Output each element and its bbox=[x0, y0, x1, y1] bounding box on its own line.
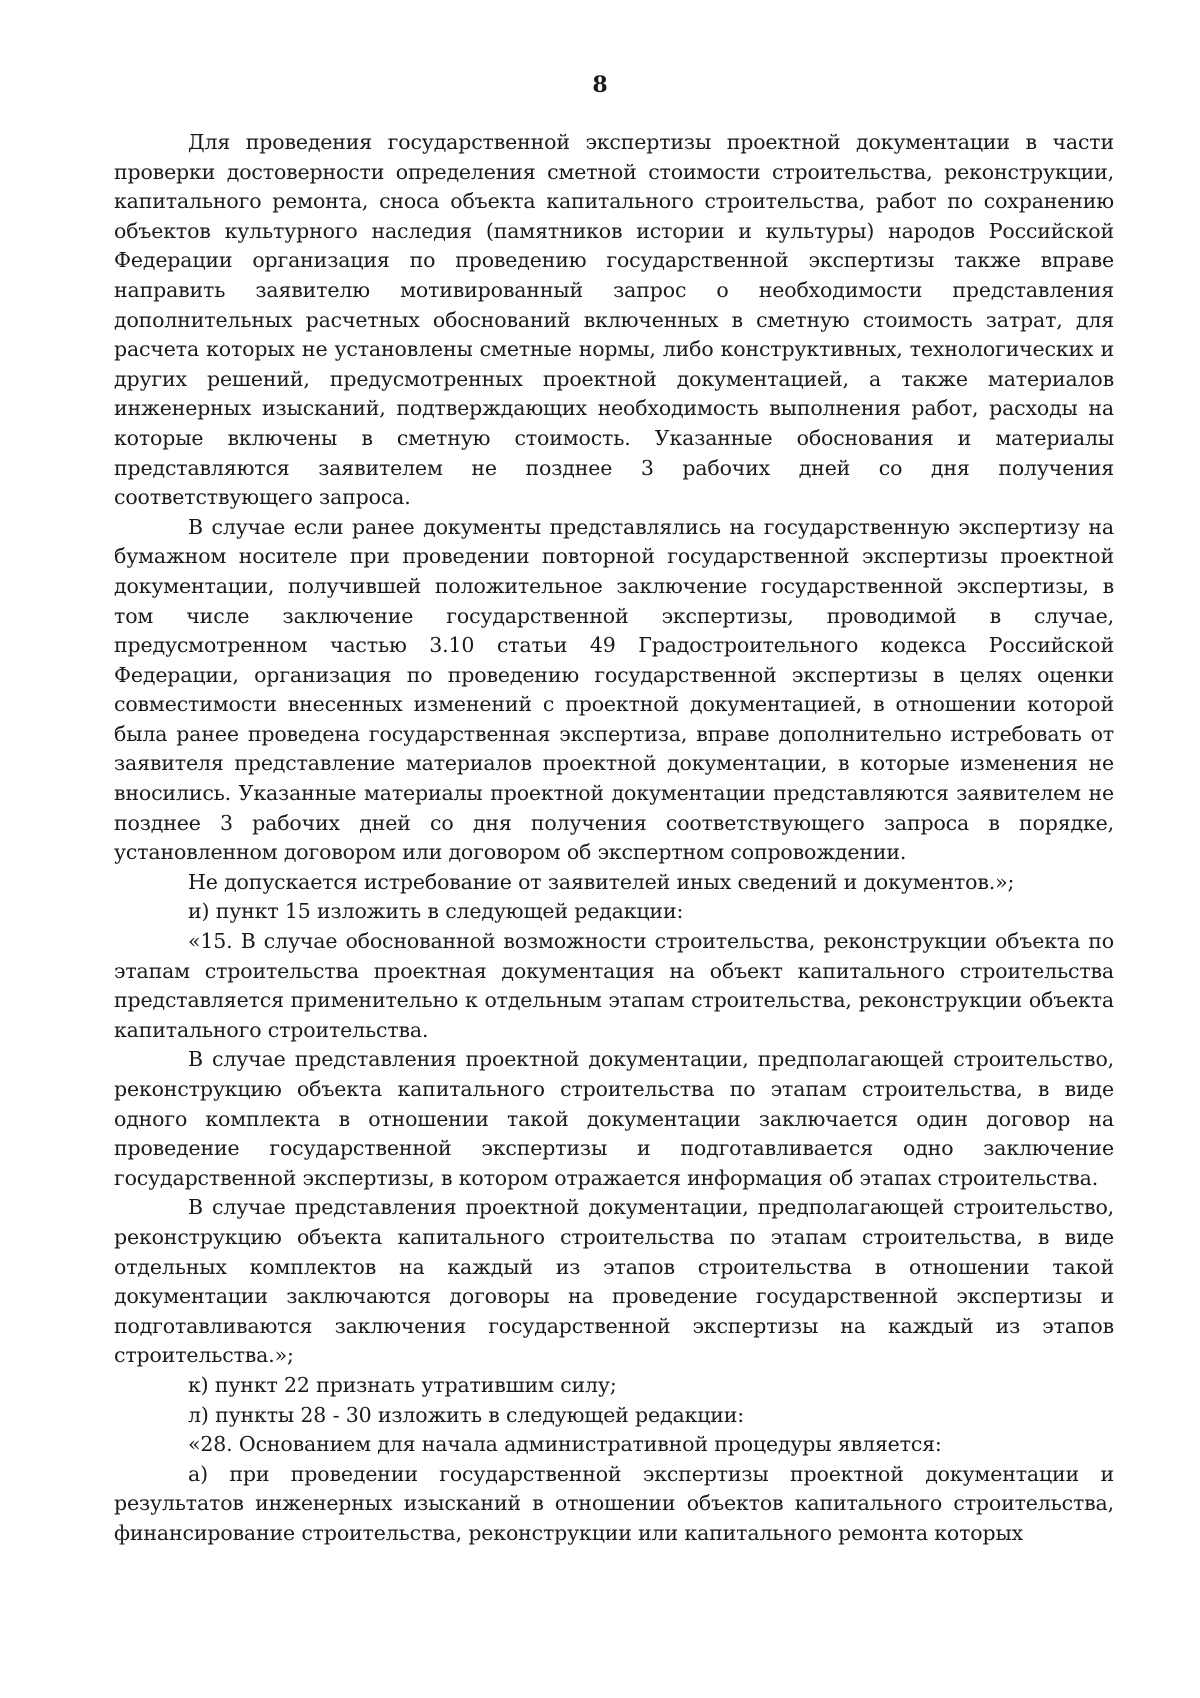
document-body bbox=[114, 128, 1114, 1549]
paragraph-repeat-expertise: В случае если ранее документы представлялись на государственную экспертизу на бумажном носителе при проведении повторной государственной экспертизы проектной документации, получившей положительное заключение государственной экспертизы, в том числе заключение государственной экспертизы, проводимой в случае, предусмотренном частью 3.10 статьи 49 Градостроительного кодекса Российской Федерации, организация по проведению государственной экспертизы в целях оценки совместимости внесенных изменений с проектной документацией, в отношении которой была ранее проведена государственная экспертиза, вправе дополнительно истребовать от заявителя представление материалов проектной документации, в которые изменения не вносились. Указанные материалы проектной документации представляются заявителем не позднее 3 рабочих дней со дня получения соответствующего запроса в порядке, установленном договором или договором об экспертном сопровождении. bbox=[114, 514, 1114, 865]
paragraph-clause-28-a: а) при проведении государственной экспертизы проектной документации и результатов инженерных изысканий в отношении объектов капитального строительства, финансирование строительства, реконструкции или капитального ремонта которых bbox=[114, 1461, 1114, 1545]
paragraph-clause-15: «15. В случае обоснованной возможности строительства, реконструкции объекта по этапам строительства проектная документация на объект капитального строительства представляется применительно к отдельным этапам строительства, реконструкции объекта капитального строительства. bbox=[114, 929, 1114, 1042]
paragraph-clause-28: «28. Основанием для начала административной процедуры является: bbox=[188, 1432, 942, 1457]
page-number: 8 bbox=[592, 72, 608, 98]
paragraph-separate-sets: В случае представления проектной документации, предполагающей строительство, реконструкцию объекта капитального строительства по этапам строительства, в виде отдельных комплектов на каждый из этапов строительства в отношении такой документации заключаются договоры на проведение государственной экспертизы и подготавливаются заключения государственной экспертизы на каждый из этапов строительства.»; bbox=[114, 1195, 1114, 1368]
paragraph-item-k: к) пункт 22 признать утратившим силу; bbox=[188, 1372, 617, 1397]
paragraph-single-set: В случае представления проектной документации, предполагающей строительство, реконструкцию объекта капитального строительства по этапам строительства, в виде одного комплекта в отношении такой документации заключается один договор на проведение государственной экспертизы и подготавливается одно заключение государственной экспертизы, в котором отражается информация об этапах строительства. bbox=[114, 1047, 1114, 1190]
paragraph-expertise-request: Для проведения государственной экспертизы проектной документации в части проверки достоверности определения сметной стоимости строительства, реконструкции, капитального ремонта, сноса объекта капитального строительства, работ по сохранению объектов культурного наследия (памятников истории и культуры) народов Российской Федерации организация по проведению государственной экспертизы также вправе направить заявителю мотивированный запрос о необходимости представления дополнительных расчетных обоснований включенных в сметную стоимость затрат, для расчета которых не установлены сметные нормы, либо конструктивных, технологических и других решений, предусмотренных проектной документацией, а также материалов инженерных изысканий, подтверждающих необходимость выполнения работ, расходы на которые включены в сметную стоимость. Указанные обоснования и материалы представляются заявителем не позднее 3 рабочих дней со дня получения соответствующего запроса. bbox=[114, 130, 1114, 510]
paragraph-item-l: л) пункты 28 - 30 изложить в следующей редакции: bbox=[188, 1402, 745, 1427]
paragraph-item-i: и) пункт 15 изложить в следующей редакции: bbox=[188, 899, 684, 924]
paragraph-no-extra-documents: Не допускается истребование от заявителей иных сведений и документов.»; bbox=[188, 869, 1015, 894]
